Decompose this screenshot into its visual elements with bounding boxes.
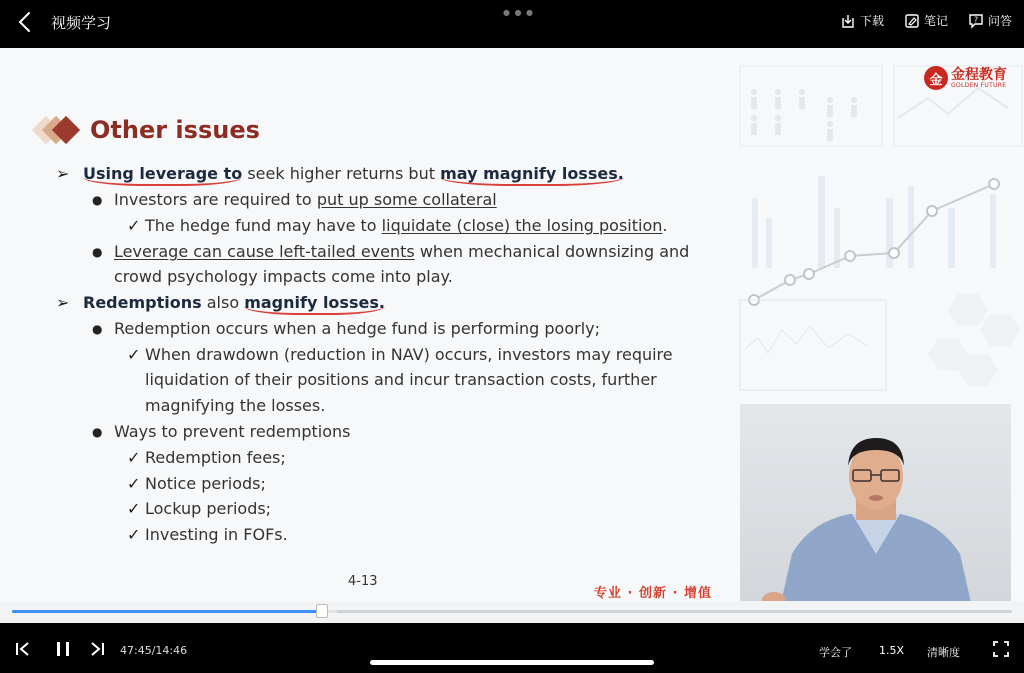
dot-bullet-icon: ●	[92, 245, 103, 259]
pause-icon[interactable]	[54, 640, 72, 658]
qa-label: 问答	[987, 14, 1012, 28]
bullet-line-13: Notice periods;	[145, 474, 266, 493]
bullet-line-4: Leverage can cause left-tailed events when mechanical downsizing and	[114, 242, 690, 261]
download-button[interactable]	[840, 12, 884, 29]
slogan: 专业 · 创新 · 增值	[594, 586, 712, 601]
slide-heading	[34, 114, 260, 146]
fullscreen-icon[interactable]	[992, 640, 1010, 658]
next-icon[interactable]	[88, 640, 106, 658]
progress-bar[interactable]	[0, 601, 1024, 623]
download-icon	[840, 13, 856, 29]
progress-track[interactable]	[12, 610, 1012, 613]
speed-button[interactable]: 1.5X	[879, 644, 905, 657]
check-icon: ✓	[127, 474, 141, 493]
top-bar	[0, 0, 1024, 48]
drag-handle[interactable]: ● ● ●	[503, 8, 535, 17]
logo-name: 金程教育	[951, 66, 1007, 83]
bullet-line-11: Ways to prevent redemptions	[114, 422, 351, 441]
bullet-line-6: Redemptions also magnify losses.	[83, 293, 385, 313]
check-icon: ✓	[127, 499, 141, 518]
check-icon: ✓	[127, 525, 141, 544]
notes-label: 笔记	[923, 14, 948, 28]
progress-played	[12, 610, 322, 613]
bullet-line-10: magnifying the losses.	[145, 396, 326, 415]
bullet-line-8: When drawdown (reduction in NAV) occurs, investors may require	[145, 345, 673, 364]
brand-logo	[924, 66, 1007, 90]
dot-bullet-icon: ●	[92, 193, 103, 207]
dot-bullet-icon: ●	[92, 425, 103, 439]
check-icon: ✓	[127, 216, 141, 235]
dot-bullet-icon: ●	[92, 322, 103, 336]
back-arrow-icon[interactable]	[14, 10, 38, 34]
bullet-line-15: Investing in FOFs.	[145, 525, 288, 544]
page-title: 视频学习	[51, 14, 112, 32]
bullet-line-5: crowd psychology impacts come into play.	[114, 267, 453, 286]
diamond-bullets-icon	[34, 114, 82, 146]
bullet-line-3: The hedge fund may have to liquidate (close) the losing position.	[145, 216, 668, 235]
bullet-line-2: Investors are required to put up some collateral	[114, 190, 497, 209]
download-label: 下载	[859, 14, 884, 28]
top-actions	[840, 12, 1012, 29]
arrow-bullet-icon: ➢	[56, 164, 70, 183]
notes-button[interactable]	[904, 12, 948, 29]
bullet-line-12: Redemption fees;	[145, 448, 286, 467]
presenter-video[interactable]	[740, 404, 1011, 607]
learned-button[interactable]: 学会了	[819, 646, 852, 659]
bullet-line-9: liquidation of their positions and incur transaction costs, further	[145, 370, 657, 389]
presenter-image	[740, 404, 1011, 607]
home-indicator	[370, 660, 654, 665]
qa-button[interactable]	[968, 12, 1012, 29]
page-number: 4-13	[348, 574, 378, 589]
check-icon: ✓	[127, 448, 141, 467]
decorative-infographic	[738, 48, 1024, 408]
bullet-line-14: Lockup periods;	[145, 499, 272, 518]
arrow-bullet-icon: ➢	[56, 293, 70, 312]
player-controls	[0, 623, 1024, 673]
notes-icon	[904, 13, 920, 29]
check-icon: ✓	[127, 345, 141, 364]
previous-icon[interactable]	[14, 640, 32, 658]
quality-button[interactable]: 清晰度	[927, 646, 960, 659]
progress-thumb[interactable]	[316, 604, 328, 618]
question-bubble-icon	[968, 13, 984, 29]
slide-title: Other issues	[90, 116, 260, 144]
bullet-line-1: Using leverage to seek higher returns but may magnify losses.	[83, 164, 624, 184]
bullet-line-7: Redemption occurs when a hedge fund is performing poorly;	[114, 319, 601, 338]
svg-text:?: ?	[973, 15, 979, 24]
logo-icon: 金	[924, 66, 948, 90]
logo-english: GOLDEN FUTURE	[951, 81, 1007, 89]
time-readout: 47:45/14:46	[120, 644, 188, 657]
